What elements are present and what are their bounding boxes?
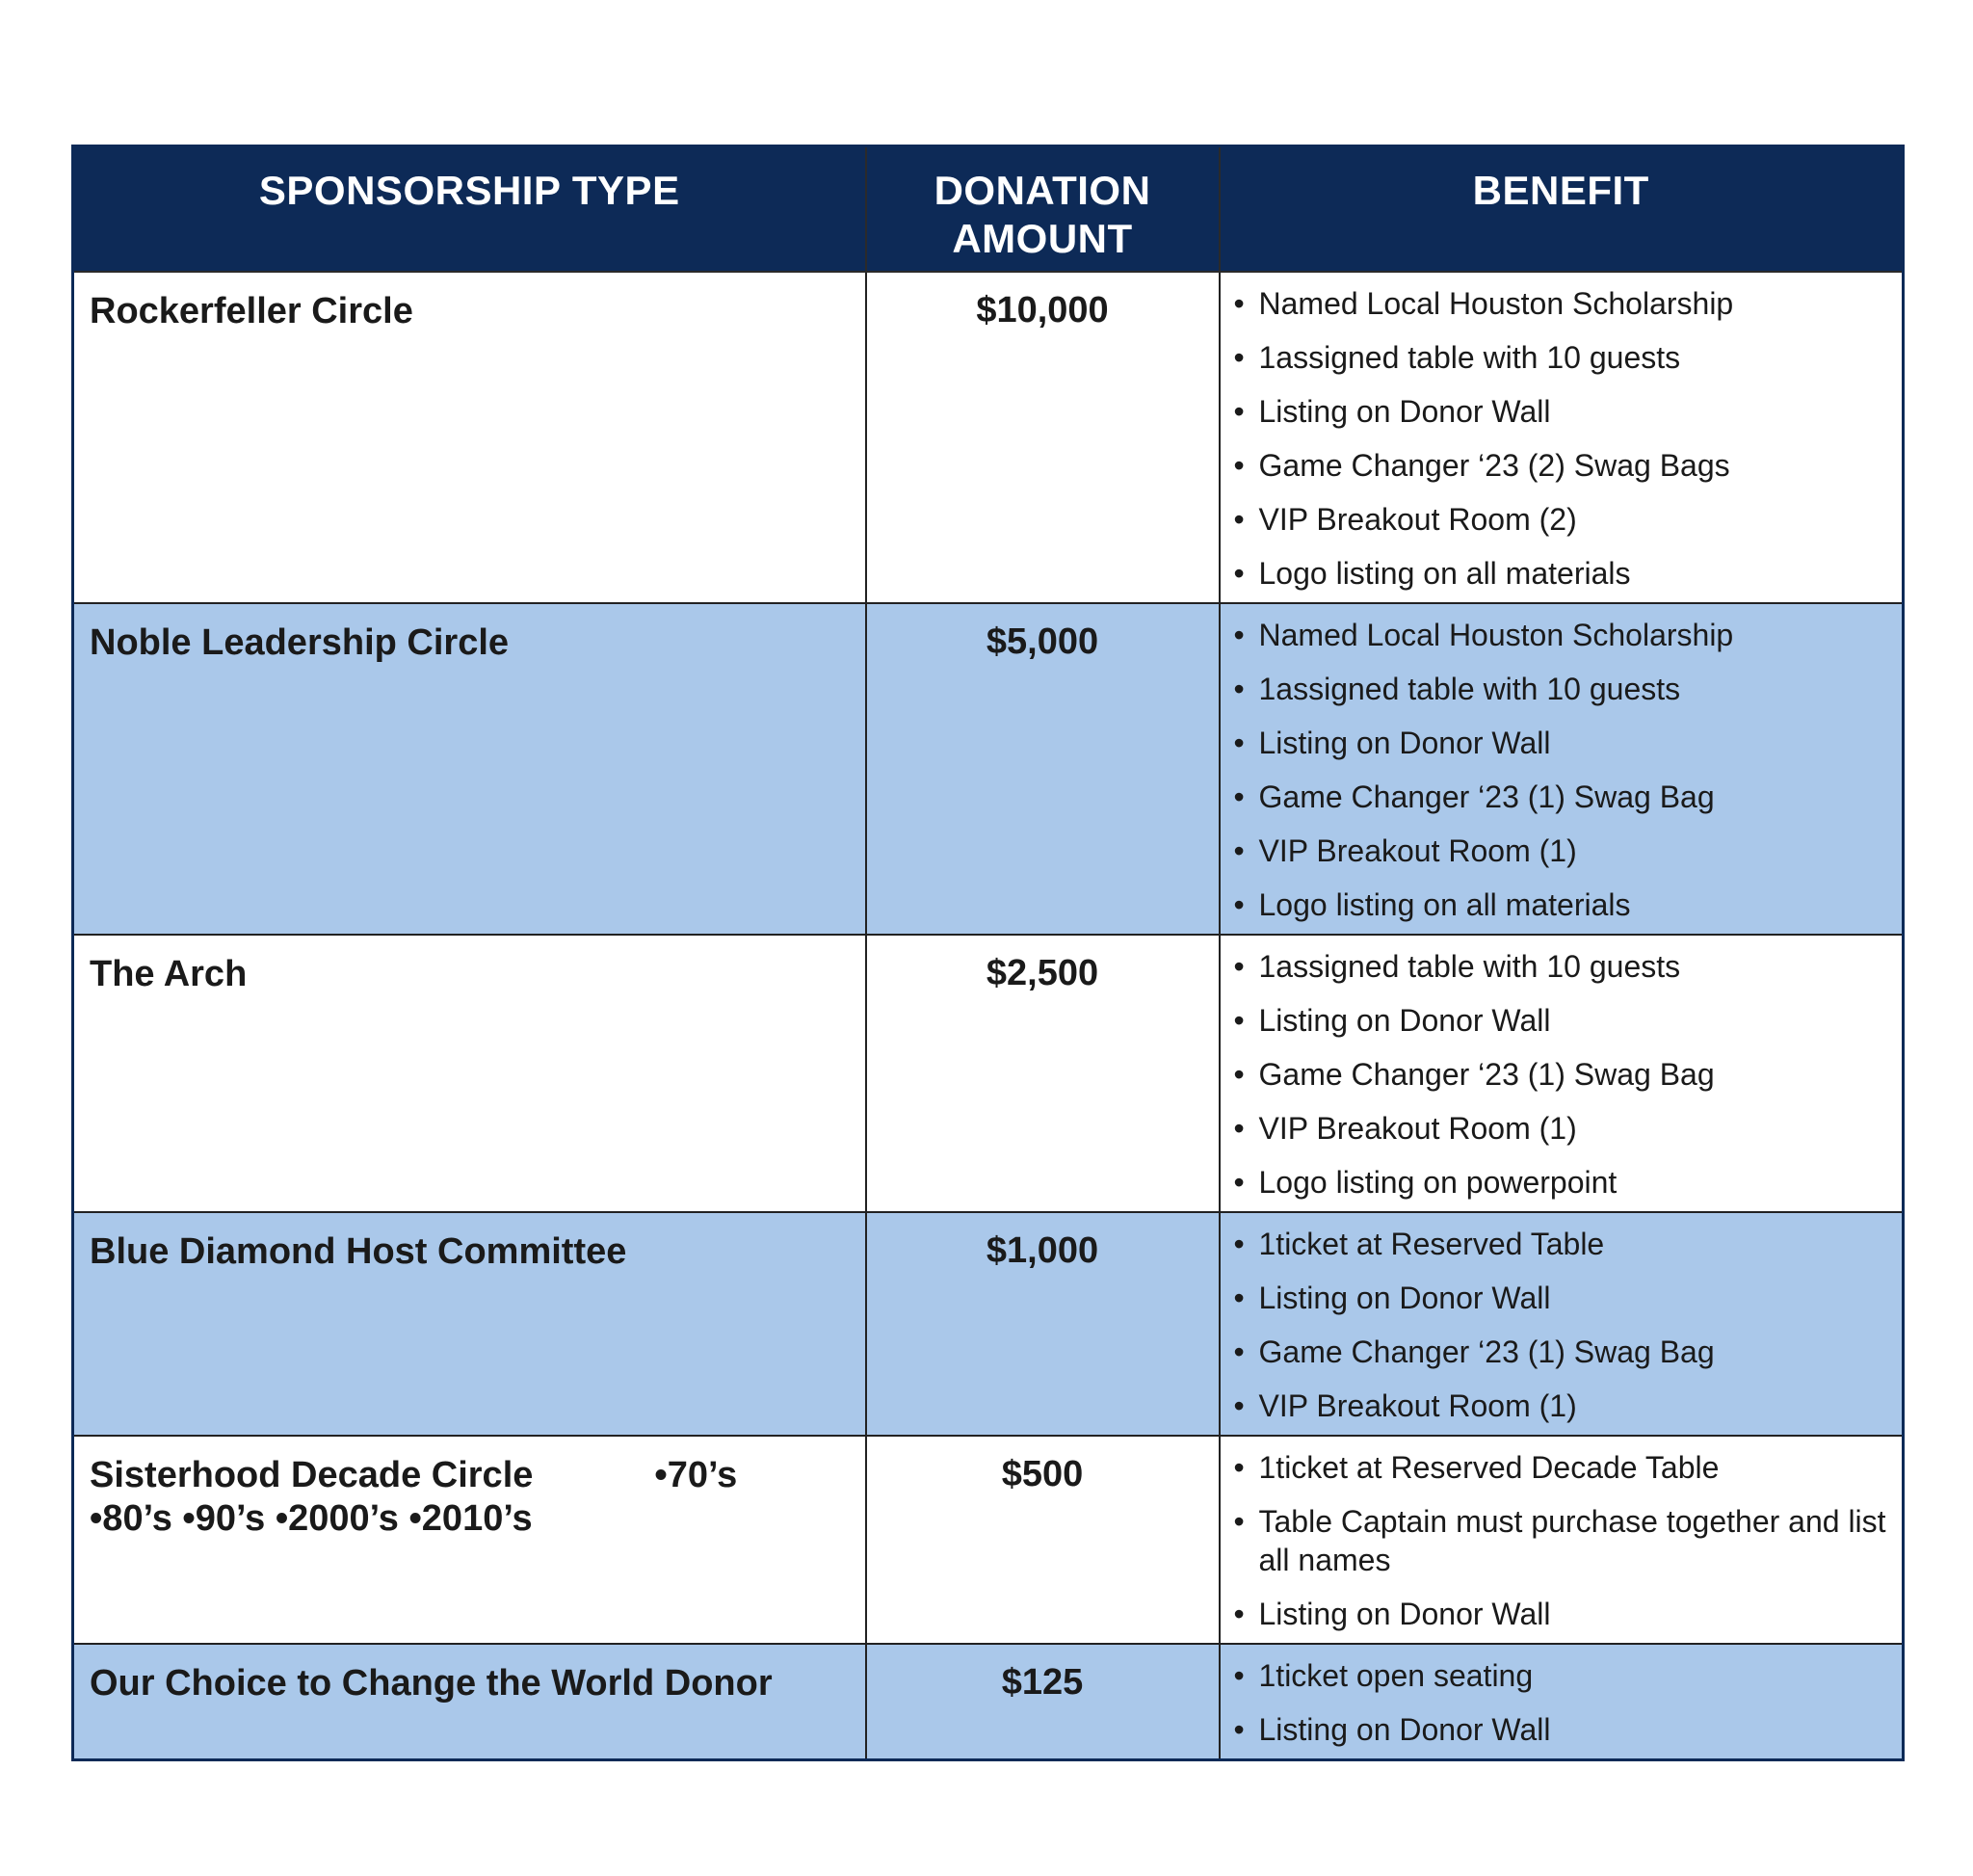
benefit-text: Logo listing on all materials [1258, 556, 1631, 591]
sponsorship-type-name: Our Choice to Change the World Donor [90, 1663, 773, 1704]
benefit-item [1234, 1109, 1893, 1148]
benefit-text: 1assigned table with 10 guests [1258, 949, 1681, 984]
bullet-icon: • [1233, 448, 1245, 483]
benefit-item [1234, 832, 1893, 870]
benefit-item [1234, 1055, 1893, 1094]
benefit-item [1234, 1710, 1893, 1749]
bullet-icon: • [1233, 1003, 1245, 1038]
table-row [73, 603, 1904, 935]
benefit-item [1234, 885, 1893, 924]
bullet-icon: • [1233, 833, 1245, 868]
bullet-icon: • [1233, 1712, 1245, 1747]
bullet-icon: • [1233, 286, 1245, 321]
bullet-icon: • [1233, 1281, 1245, 1315]
bullet-icon: • [1233, 1504, 1245, 1539]
benefit-text: VIP Breakout Room (1) [1258, 1111, 1577, 1146]
bullet-icon: • [1233, 726, 1245, 760]
donation-amount-value: $5,000 [986, 621, 1099, 662]
bullet-icon: • [1233, 1111, 1245, 1146]
donation-amount-cell [866, 935, 1220, 1212]
benefit-item [1234, 1595, 1893, 1633]
benefit-text: VIP Breakout Room (1) [1258, 833, 1577, 868]
benefit-text: Listing on Donor Wall [1258, 726, 1551, 760]
sponsorship-type-cell [73, 1212, 866, 1436]
table-row [73, 1436, 1904, 1644]
header-sponsorship-type [73, 146, 866, 273]
sponsorship-type-name: Sisterhood Decade Circle [90, 1455, 534, 1495]
bullet-icon: • [1233, 672, 1245, 706]
donation-amount-value: $125 [1001, 1662, 1084, 1703]
bullet-icon: • [1233, 779, 1245, 814]
benefit-item [1234, 1333, 1893, 1371]
bullet-icon: • [1233, 1388, 1245, 1423]
benefit-item [1234, 1001, 1893, 1040]
benefit-item [1234, 1279, 1893, 1317]
benefit-list [1234, 1448, 1893, 1633]
benefit-item [1234, 1163, 1893, 1202]
bullet-icon: • [1233, 1658, 1245, 1693]
benefit-list [1234, 947, 1893, 1202]
sponsorship-type-cell [73, 1436, 866, 1644]
bullet-icon: • [1233, 340, 1245, 375]
header-donation-amount-line2: AMOUNT [952, 216, 1133, 261]
benefit-text: Table Captain must purchase together and list all names [1258, 1504, 1886, 1577]
benefit-text: Listing on Donor Wall [1258, 394, 1551, 429]
benefit-text: VIP Breakout Room (1) [1258, 1388, 1577, 1423]
benefit-text: Listing on Donor Wall [1258, 1003, 1551, 1038]
bullet-icon: • [1233, 394, 1245, 429]
benefit-text: Logo listing on powerpoint [1258, 1165, 1618, 1200]
benefit-cell [1220, 1644, 1904, 1760]
benefit-item [1234, 554, 1893, 593]
table-row [73, 1212, 1904, 1436]
donation-amount-value: $2,500 [986, 953, 1099, 993]
benefit-item [1234, 1225, 1893, 1263]
header-benefit-label: BENEFIT [1472, 168, 1649, 213]
benefit-list [1234, 616, 1893, 924]
donation-amount-cell [866, 1644, 1220, 1760]
donation-amount-cell [866, 1212, 1220, 1436]
bullet-icon: • [1233, 618, 1245, 652]
header-benefit [1220, 146, 1904, 273]
bullet-icon: • [1233, 1450, 1245, 1485]
bullet-icon: • [1233, 887, 1245, 922]
benefit-text: Named Local Houston Scholarship [1258, 286, 1734, 321]
benefit-list [1234, 1656, 1893, 1749]
benefit-item [1234, 947, 1893, 986]
benefit-item [1234, 284, 1893, 323]
benefit-text: 1assigned table with 10 guests [1258, 340, 1681, 375]
header-donation-amount [866, 146, 1220, 273]
benefit-item [1234, 670, 1893, 708]
benefit-text: Listing on Donor Wall [1258, 1281, 1551, 1315]
donation-amount-value: $1,000 [986, 1230, 1099, 1271]
benefit-list [1234, 284, 1893, 593]
donation-amount-cell [866, 1436, 1220, 1644]
benefit-text: 1assigned table with 10 guests [1258, 672, 1681, 706]
benefit-text: Game Changer ‘23 (1) Swag Bag [1258, 1334, 1715, 1369]
benefit-text: 1ticket at Reserved Decade Table [1258, 1450, 1720, 1485]
donation-amount-cell [866, 272, 1220, 603]
header-donation-amount-line1: DONATION [934, 168, 1151, 213]
donation-amount-cell [866, 603, 1220, 935]
table-row [73, 272, 1904, 603]
sponsorship-type-name: The Arch [90, 954, 248, 994]
benefit-cell [1220, 272, 1904, 603]
benefit-item [1234, 446, 1893, 485]
bullet-icon: • [1233, 949, 1245, 984]
sponsorship-type-cell [73, 935, 866, 1212]
benefit-text: VIP Breakout Room (2) [1258, 502, 1577, 537]
bullet-icon: • [1233, 1165, 1245, 1200]
benefit-item [1234, 1387, 1893, 1425]
table-row [73, 1644, 1904, 1760]
sponsorship-type-cell [73, 272, 866, 603]
benefit-item [1234, 1502, 1893, 1579]
bullet-icon: • [1233, 1057, 1245, 1092]
benefit-cell [1220, 603, 1904, 935]
benefit-item [1234, 1656, 1893, 1695]
bullet-icon: • [1233, 556, 1245, 591]
bullet-icon: • [1233, 1334, 1245, 1369]
table-row [73, 935, 1904, 1212]
benefit-text: Game Changer ‘23 (2) Swag Bags [1258, 448, 1730, 483]
benefit-item [1234, 616, 1893, 654]
sponsorship-sheet [71, 145, 1902, 1761]
sponsorship-table [71, 145, 1905, 1761]
header-sponsorship-type-label: SPONSORSHIP TYPE [258, 168, 680, 213]
bullet-icon: • [1233, 502, 1245, 537]
sponsorship-type-name: Noble Leadership Circle [90, 622, 510, 663]
benefit-text: Logo listing on all materials [1258, 887, 1631, 922]
benefit-cell [1220, 935, 1904, 1212]
benefit-cell [1220, 1212, 1904, 1436]
benefit-text: Listing on Donor Wall [1258, 1597, 1551, 1631]
sponsorship-type-cell [73, 603, 866, 935]
decade-tag-70s: •70’s [654, 1455, 738, 1495]
donation-amount-value: $10,000 [976, 290, 1109, 330]
benefit-item [1234, 724, 1893, 762]
sponsorship-type-name: Blue Diamond Host Committee [90, 1231, 627, 1272]
sponsorship-type-cell [73, 1644, 866, 1760]
bullet-icon: • [1233, 1597, 1245, 1631]
benefit-item [1234, 1448, 1893, 1487]
benefit-text: 1ticket open seating [1258, 1658, 1534, 1693]
benefit-text: Named Local Houston Scholarship [1258, 618, 1734, 652]
benefit-text: Game Changer ‘23 (1) Swag Bag [1258, 779, 1715, 814]
benefit-item [1234, 778, 1893, 816]
benefit-cell [1220, 1436, 1904, 1644]
donation-amount-value: $500 [1001, 1454, 1084, 1494]
decade-line-2: •80’s •90’s •2000’s •2010’s [90, 1498, 533, 1539]
bullet-icon: • [1233, 1227, 1245, 1261]
decade-line-1 [90, 1454, 850, 1497]
table-header-row [73, 146, 1904, 273]
benefit-text: 1ticket at Reserved Table [1258, 1227, 1605, 1261]
benefit-text: Game Changer ‘23 (1) Swag Bag [1258, 1057, 1715, 1092]
benefit-item [1234, 392, 1893, 431]
benefit-list [1234, 1225, 1893, 1425]
benefit-text: Listing on Donor Wall [1258, 1712, 1551, 1747]
sponsorship-type-name: Rockerfeller Circle [90, 291, 413, 331]
benefit-item [1234, 500, 1893, 539]
benefit-item [1234, 338, 1893, 377]
